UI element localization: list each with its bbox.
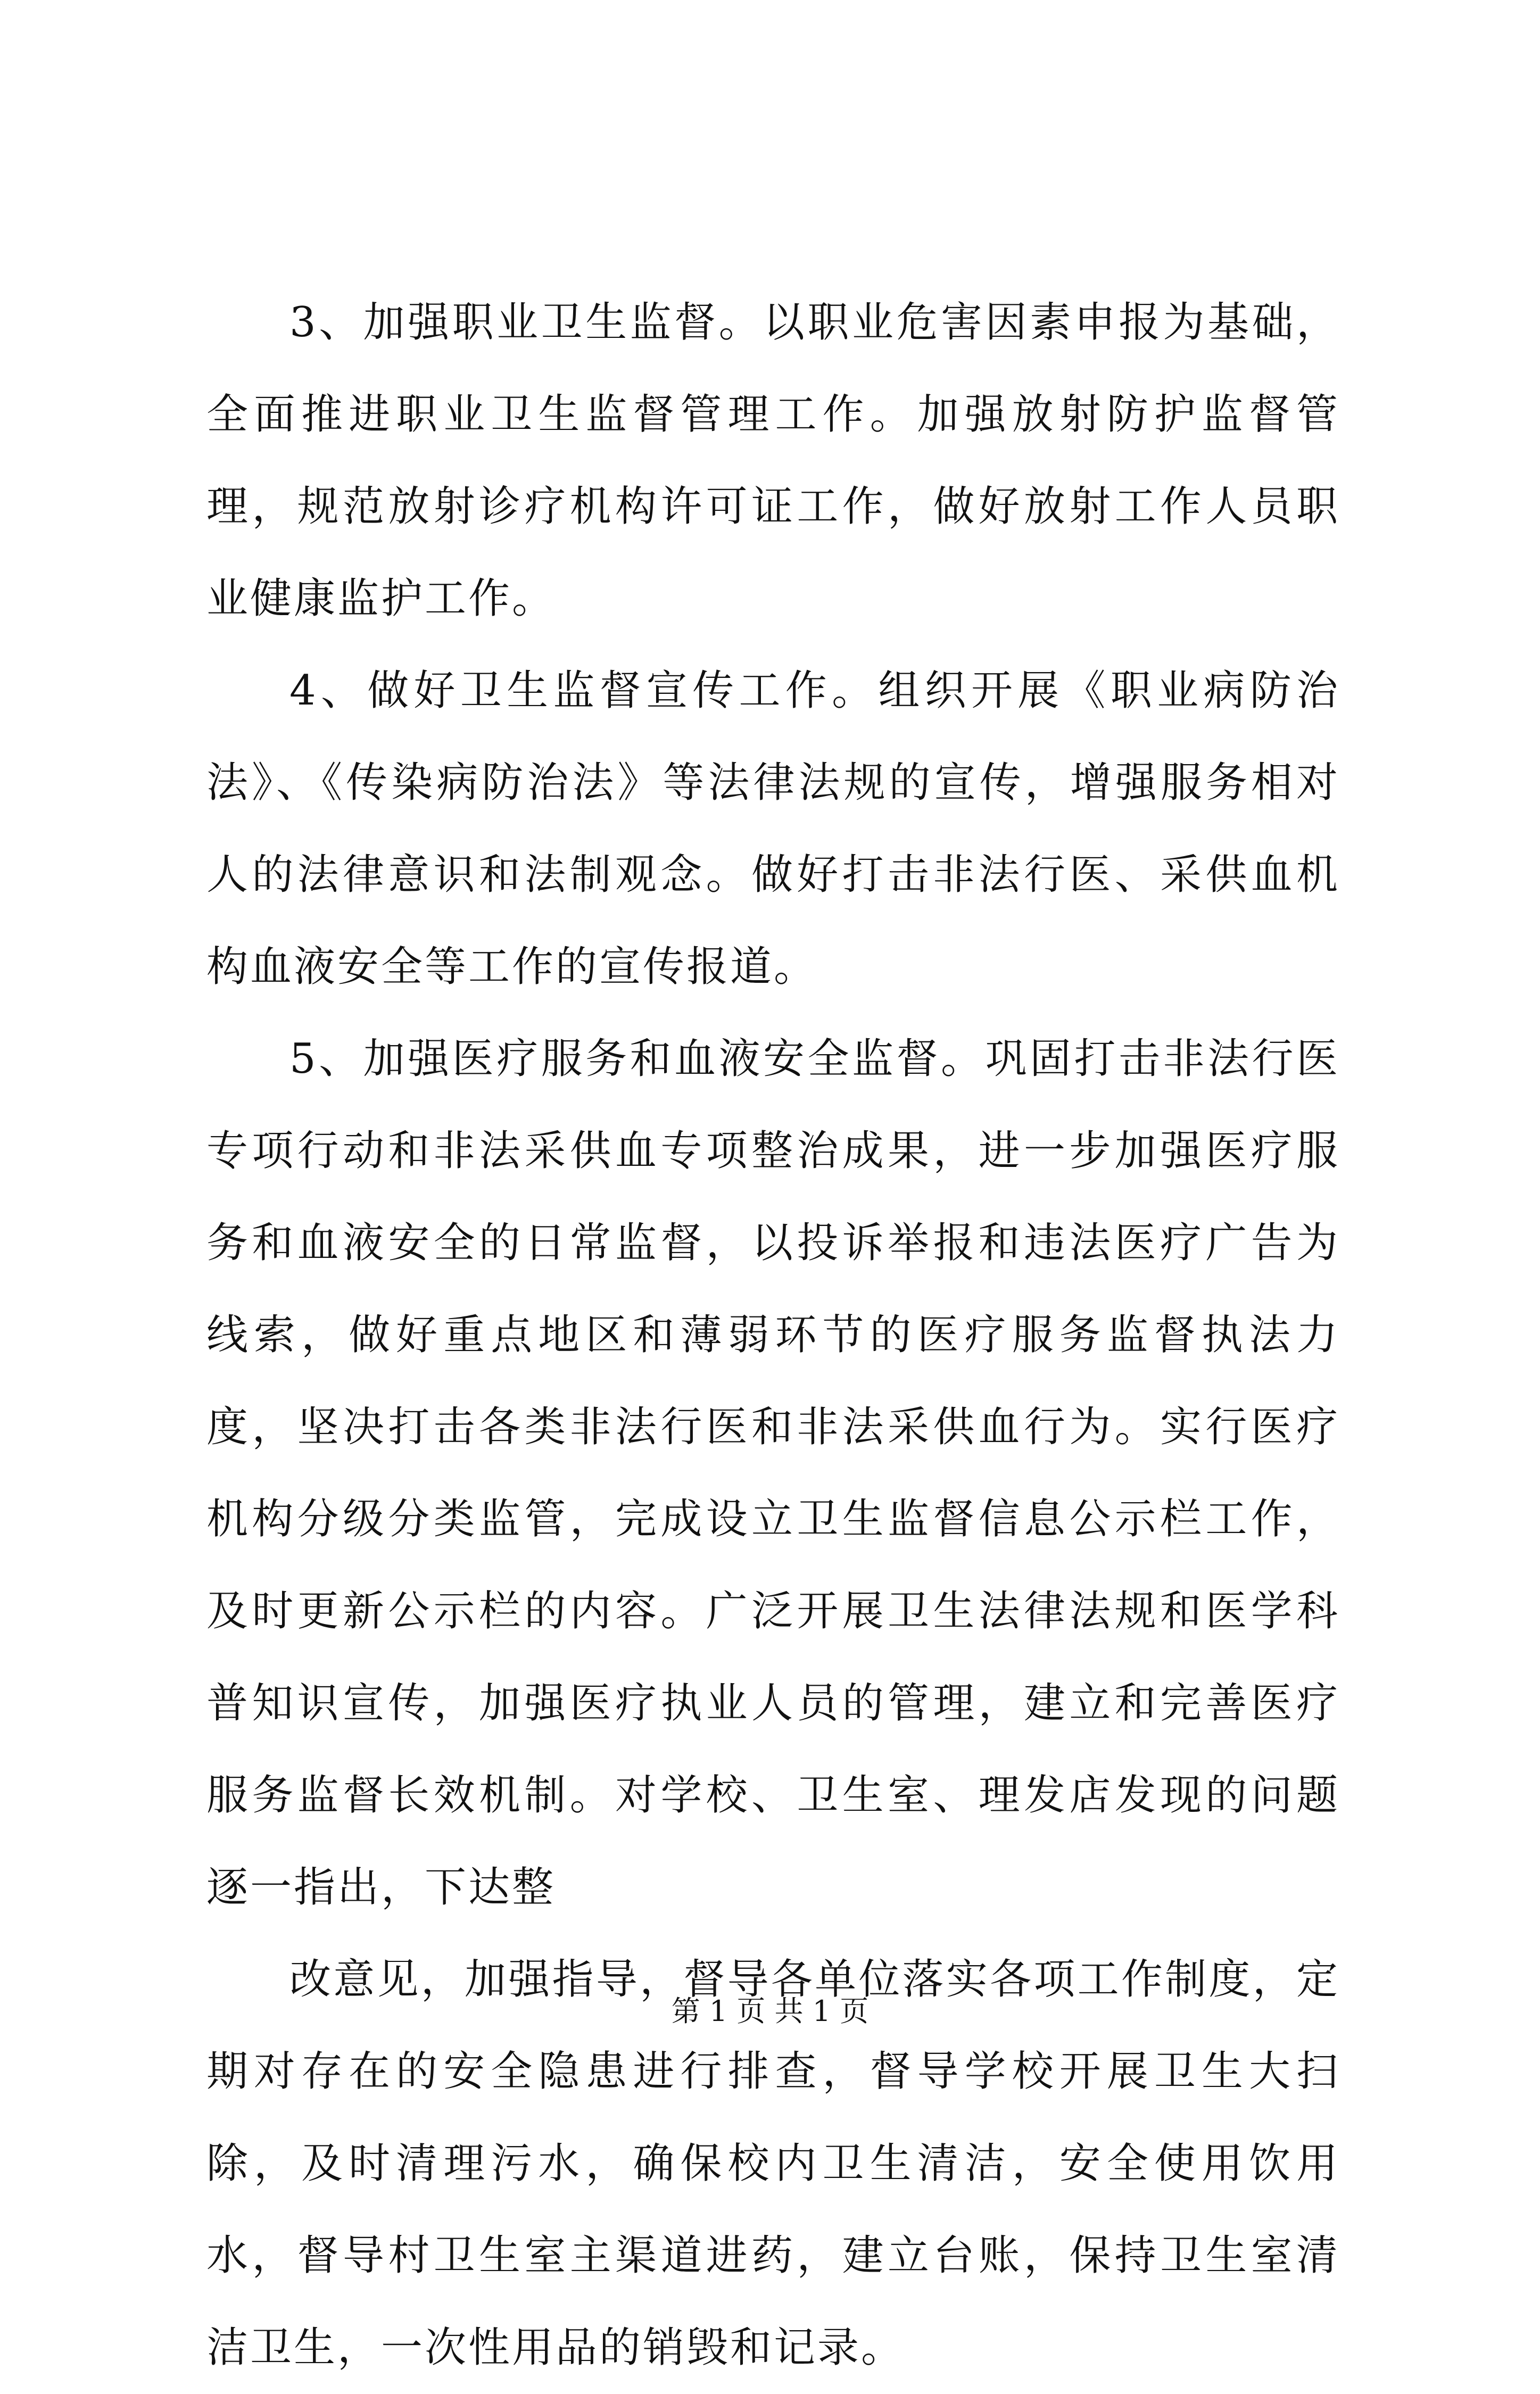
paragraph-publicity: 4、做好卫生监督宣传工作。组织开展《职业病防治法》、《传染病防治法》等法律法规的宣传，增强服务相对人的法律意识和法制观念。做好打击非法行医、采供血机构血液安全等工作的宣传报道。 — [206, 667, 1340, 991]
paragraph-medical-blood-safety: 5、加强医疗服务和血液安全监督。巩固打击非法行医专项行动和非法采供血专项整治成果，进一步加强医疗服务和血液安全的日常监督，以投诉举报和违法医疗广告为线索，做好重点地区和薄弱环节的医疗服务监督执法力度，坚决打击各类非法行医和非法采供血行为。实行医疗机构分级分类监管，完成设立卫生监督信息公示栏工作，及时更新公示栏的内容。广泛开展卫生法律法规和医学科普知识宣传，加强医疗执业人员的管理，建立和完善医疗服务监督长效机制。对学校、卫生室、理发店发现的问题逐一指出，下达整 — [206, 1035, 1340, 1911]
paragraph-occupational-health: 3、加强职业卫生监督。以职业危害因素申报为基础，全面推进职业卫生监督管理工作。加强放射防护监督管理，规范放射诊疗机构许可证工作，做好放射工作人员职业健康监护工作。 — [206, 299, 1340, 623]
document-body — [206, 277, 1340, 2394]
page-number-footer: 第 1 页 共 1 页 — [671, 1994, 869, 2028]
paragraph-rectification: 改意见，加强指导，督导各单位落实各项工作制度，定期对存在的安全隐患进行排查，督导学校开展卫生大扫除，及时清理污水，确保校内卫生清洁，安全使用饮用水，督导村卫生室主渠道进药，建立台账，保持卫生室清洁卫生，一次性用品的销毁和记录。 — [206, 1956, 1340, 2372]
